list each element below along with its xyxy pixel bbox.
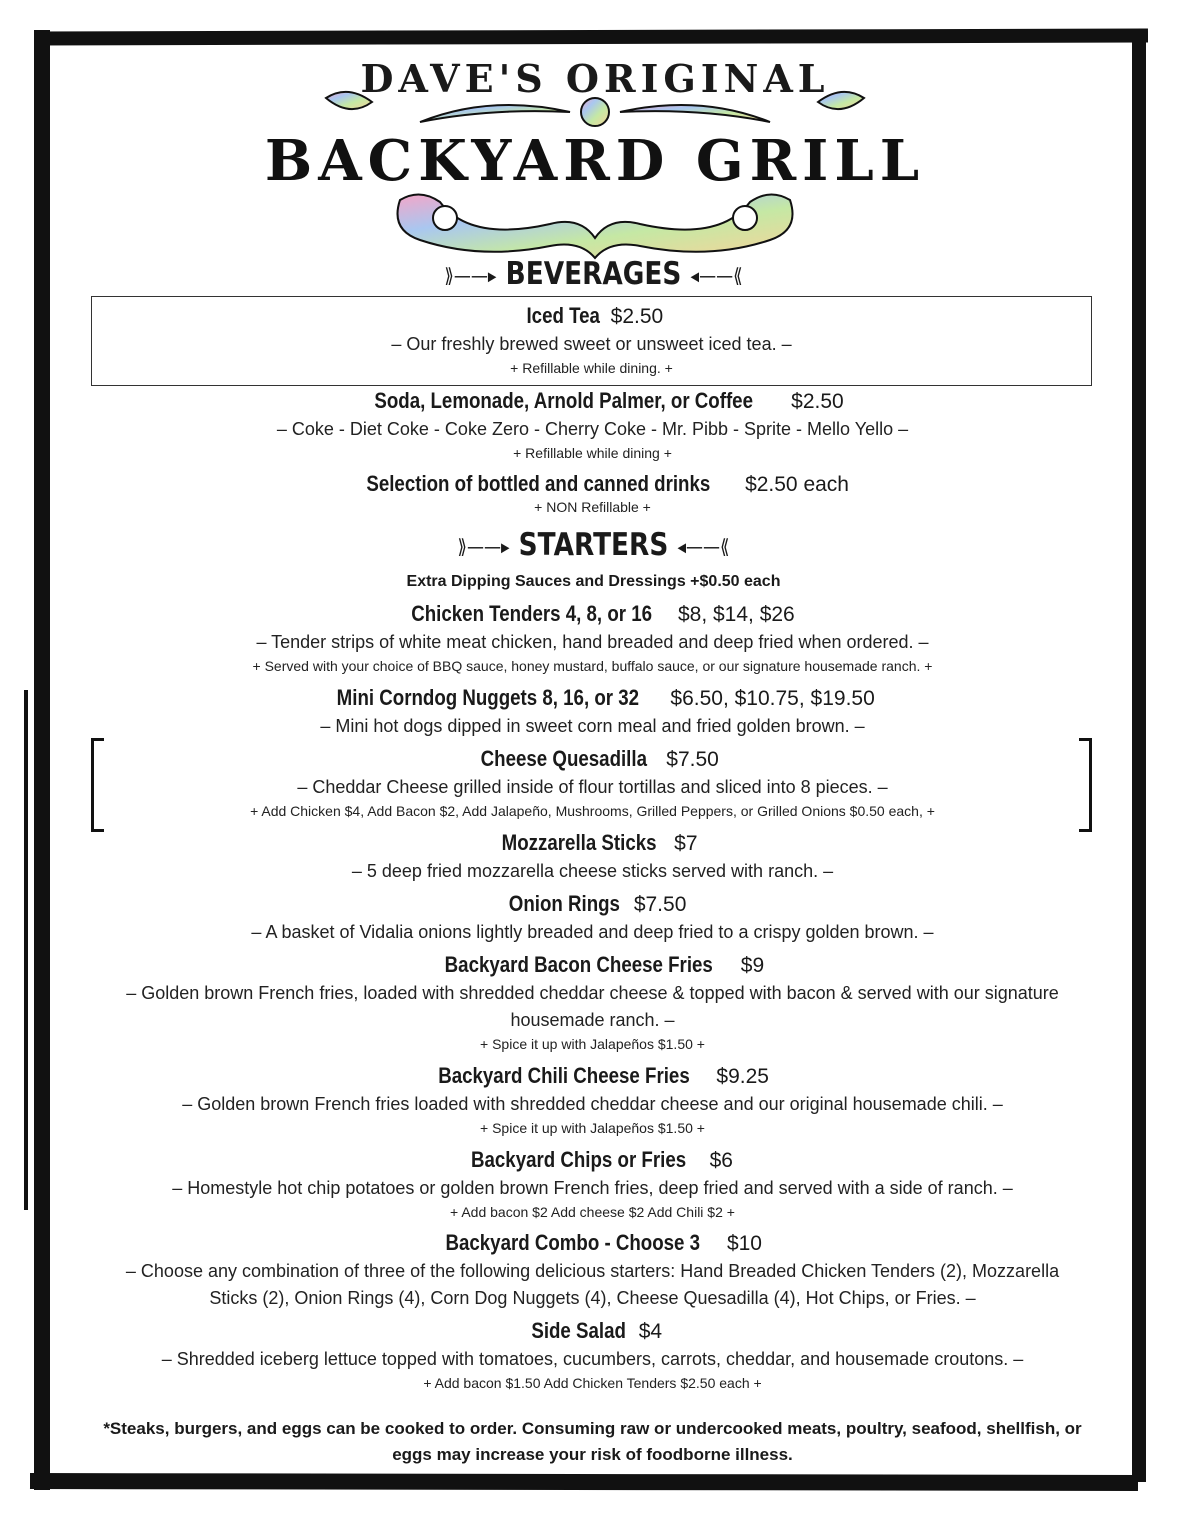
border-left-stroke [24, 690, 28, 1210]
item-note: + NON Refillable + [534, 499, 651, 515]
item-name: Backyard Combo - Choose 3 [445, 1230, 701, 1255]
menu-item [95, 471, 1090, 517]
item-name: Mini Corndog Nuggets 8, 16, or 32 [336, 685, 640, 710]
arrow-left-icon: ◂——⟪ [677, 534, 730, 559]
item-description: – Cheddar Cheese grilled inside of flour tortillas and sliced into 8 pieces. – [297, 777, 888, 797]
item-note: + Add Chicken $4, Add Bacon $2, Add Jalapeño, Mushrooms, Grilled Peppers, or Grilled Onions $0.50 each, + [250, 803, 935, 819]
item-price: $9 [740, 954, 765, 977]
item-note: + Refillable while dining + [513, 445, 672, 461]
food-safety-disclaimer: *Steaks, burgers, and eggs can be cooked to order. Consuming raw or undercooked meats, poultry, seafood, shellfish, or eggs may increase your risk of foodborne illness. [103, 1419, 1082, 1464]
item-name: Cheese Quesadilla [480, 746, 648, 771]
item-description: – Choose any combination of three of the following delicious starters: Hand Breaded Chicken Tenders (2), Mozzarella Sticks (2), Onion Rings (4), Corn Dog Nuggets (4), Cheese Quesadilla (4), Hot Chips, or Fries. – [125, 1261, 1060, 1308]
item-note: + Add bacon $1.50 Add Chicken Tenders $2.50 each + [423, 1375, 762, 1391]
item-name: Chicken Tenders 4, 8, or 16 [411, 601, 653, 626]
item-name: Mozzarella Sticks [501, 830, 657, 855]
arrow-left-icon: ◂——⟪ [690, 263, 743, 288]
item-price: $2.50 [791, 390, 844, 413]
menu-item [95, 1318, 1090, 1393]
item-name: Iced Tea [526, 303, 600, 328]
item-note: + Spice it up with Jalapeños $1.50 + [480, 1036, 705, 1052]
section-title-beverages [89, 256, 1098, 292]
item-price: $7 [674, 832, 698, 855]
item-name: Selection of bottled and canned drinks [366, 471, 711, 496]
item-name: Onion Rings [508, 891, 620, 916]
menu-item [95, 1230, 1090, 1312]
menu-item [95, 601, 1090, 676]
item-note: + Spice it up with Jalapeños $1.50 + [480, 1120, 705, 1136]
arrow-right-icon: ⟫——▸ [444, 263, 497, 288]
menu-item [95, 388, 1090, 463]
menu-item [95, 685, 1090, 740]
item-description: – 5 deep fried mozzarella cheese sticks served with ranch. – [351, 861, 834, 881]
item-description: – Tender strips of white meat chicken, hand breaded and deep fried when ordered. – [256, 632, 929, 652]
item-price: $4 [638, 1320, 663, 1343]
item-price: $7.50 [666, 748, 719, 771]
item-price: $2.50 each [745, 473, 849, 496]
border-top [36, 29, 1148, 46]
item-description: – Shredded iceberg lettuce topped with tomatoes, cucumbers, carrots, cheddar, and housemade croutons. – [161, 1349, 1024, 1369]
item-description: – A basket of Vidalia onions lightly breaded and deep fried to a crispy golden brown. – [251, 922, 934, 942]
menu-item [91, 296, 1092, 386]
item-price: $9.25 [716, 1065, 769, 1088]
item-description: – Mini hot dogs dipped in sweet corn meal and fried golden brown. – [320, 716, 865, 736]
menu-item [95, 746, 1090, 821]
starters-note: Extra Dipping Sauces and Dressings +$0.50 each [406, 573, 781, 590]
item-name: Backyard Chips or Fries [471, 1147, 687, 1172]
brand-subtitle: DAVE'S ORIGINAL [360, 56, 830, 101]
item-name: Backyard Bacon Cheese Fries [444, 952, 713, 977]
item-note: + Add bacon $2 Add cheese $2 Add Chili $2 + [450, 1204, 735, 1220]
item-description: – Our freshly brewed sweet or unsweet iced tea. – [391, 334, 792, 354]
item-name: Side Salad [531, 1318, 626, 1343]
item-description: – Golden brown French fries loaded with shredded cheddar cheese and our original housemade chili. – [182, 1094, 1003, 1114]
menu-item [95, 830, 1090, 885]
item-price: $10 [726, 1232, 762, 1255]
menu-item [95, 891, 1090, 946]
arrow-right-icon: ⟫——▸ [457, 534, 510, 559]
border-left [34, 30, 50, 1490]
border-right-stroke [1142, 1380, 1146, 1480]
item-description: – Coke - Diet Coke - Coke Zero - Cherry Coke - Mr. Pibb - Sprite - Mello Yello – [276, 419, 909, 439]
menu-item [95, 1063, 1090, 1138]
border-bottom [30, 1473, 1138, 1491]
border-right [1132, 30, 1146, 1482]
item-price: $6.50, $10.75, $19.50 [670, 687, 875, 710]
item-price: $2.50 [610, 305, 664, 328]
item-description: – Homestyle hot chip potatoes or golden brown French fries, deep fried and served with a side of ranch. – [172, 1178, 1013, 1198]
item-name: Soda, Lemonade, Arnold Palmer, or Coffee [374, 388, 754, 413]
logo [260, 50, 930, 260]
item-note: + Served with your choice of BBQ sauce, honey mustard, buffalo sauce, or our signature housemade ranch. + [252, 658, 933, 674]
item-note: + Refillable while dining. + [510, 360, 673, 376]
item-price: $7.50 [633, 893, 687, 916]
item-price: $8, $14, $26 [677, 603, 795, 626]
section-title-text: BEVERAGES [505, 256, 682, 292]
menu-item [95, 952, 1090, 1054]
section-title-starters [89, 527, 1098, 563]
item-price: $6 [709, 1149, 733, 1172]
item-name: Backyard Chili Cheese Fries [438, 1063, 690, 1088]
item-description: – Golden brown French fries, loaded with shredded cheddar cheese & topped with bacon & served with our signature housemade ranch. – [126, 983, 1059, 1030]
brand-title: BACKYARD GRILL [264, 128, 926, 194]
section-title-text: STARTERS [518, 527, 669, 563]
menu-item [95, 1147, 1090, 1222]
